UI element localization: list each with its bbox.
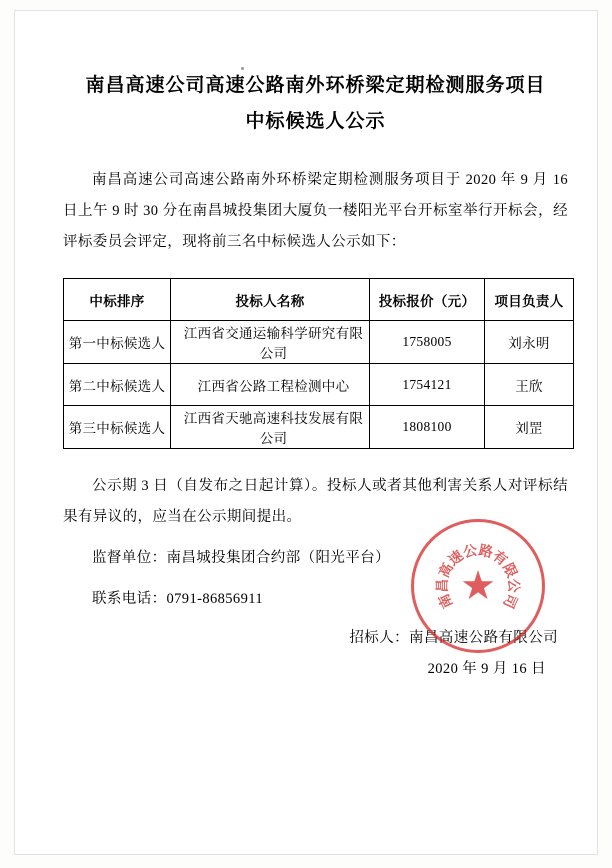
signature-date: 2020 年 9 月 16 日	[427, 661, 546, 677]
column-header-name: 投标人名称	[171, 279, 370, 321]
cell-rank: 第一中标候选人	[64, 321, 171, 364]
cell-name: 江西省天驰高速科技发展有限公司	[171, 406, 370, 449]
document-content	[63, 69, 568, 685]
seal-char: 昌	[435, 578, 452, 593]
cell-owner: 王欣	[485, 364, 574, 406]
table-header-row	[64, 279, 574, 321]
cell-rank: 第三中标候选人	[64, 406, 171, 449]
paper-sheet	[14, 10, 598, 855]
supervisor-line: 监督单位：南昌城投集团合约部（阳光平台）	[92, 550, 390, 566]
seal-char: 限	[499, 561, 519, 581]
contact-line: 联系电话：0791-86856911	[92, 591, 263, 607]
seal-char: 有	[489, 548, 510, 570]
notice-paragraph: 公示期 3 日（自发布之日起计算）。投标人或者其他利害关系人对评标结果有异议的，应当在公示期间提出。	[63, 478, 568, 525]
cell-owner: 刘罡	[485, 406, 574, 449]
cell-owner: 刘永明	[485, 321, 574, 364]
signature-org: 招标人：南昌高速公路有限公司	[349, 630, 558, 646]
column-header-price: 投标报价（元）	[370, 279, 485, 321]
seal-char: 公	[461, 543, 479, 562]
bid-candidates-table	[63, 278, 574, 449]
cell-price: 1754121	[370, 364, 485, 406]
cell-price: 1758005	[370, 321, 485, 364]
seal-char: 南	[436, 591, 457, 611]
cell-rank: 第二中标候选人	[64, 364, 171, 406]
seal-char: 高	[437, 561, 457, 581]
table-row	[64, 321, 574, 364]
seal-char: 路	[477, 543, 495, 562]
column-header-owner: 项目负责人	[485, 279, 574, 321]
column-header-rank: 中标排序	[64, 279, 171, 321]
cell-name: 江西省交通运输科学研究有限公司	[171, 321, 370, 364]
table-row	[64, 406, 574, 449]
seal-char: 速	[446, 548, 467, 570]
page-subtitle: 中标候选人公示	[245, 111, 386, 132]
page-title: 南昌高速公司高速公路南外环桥梁定期检测服务项目	[85, 75, 546, 96]
seal-star-icon: ★	[460, 563, 496, 608]
intro-paragraph: 南昌高速公司高速公路南外环桥梁定期检测服务项目于 2020 年 9 月 16 日上午 9 时 30 分在南昌城投集团大厦负一楼阳光平台开标室举行开标会，经评标委员会评定，现将前三名中标候选人公示如下：	[63, 172, 568, 250]
seal-char: 公	[504, 578, 521, 593]
cell-name: 江西省公路工程检测中心	[171, 364, 370, 406]
table-row	[64, 364, 574, 406]
seal-char: 司	[499, 591, 520, 611]
cell-price: 1808100	[370, 406, 485, 449]
